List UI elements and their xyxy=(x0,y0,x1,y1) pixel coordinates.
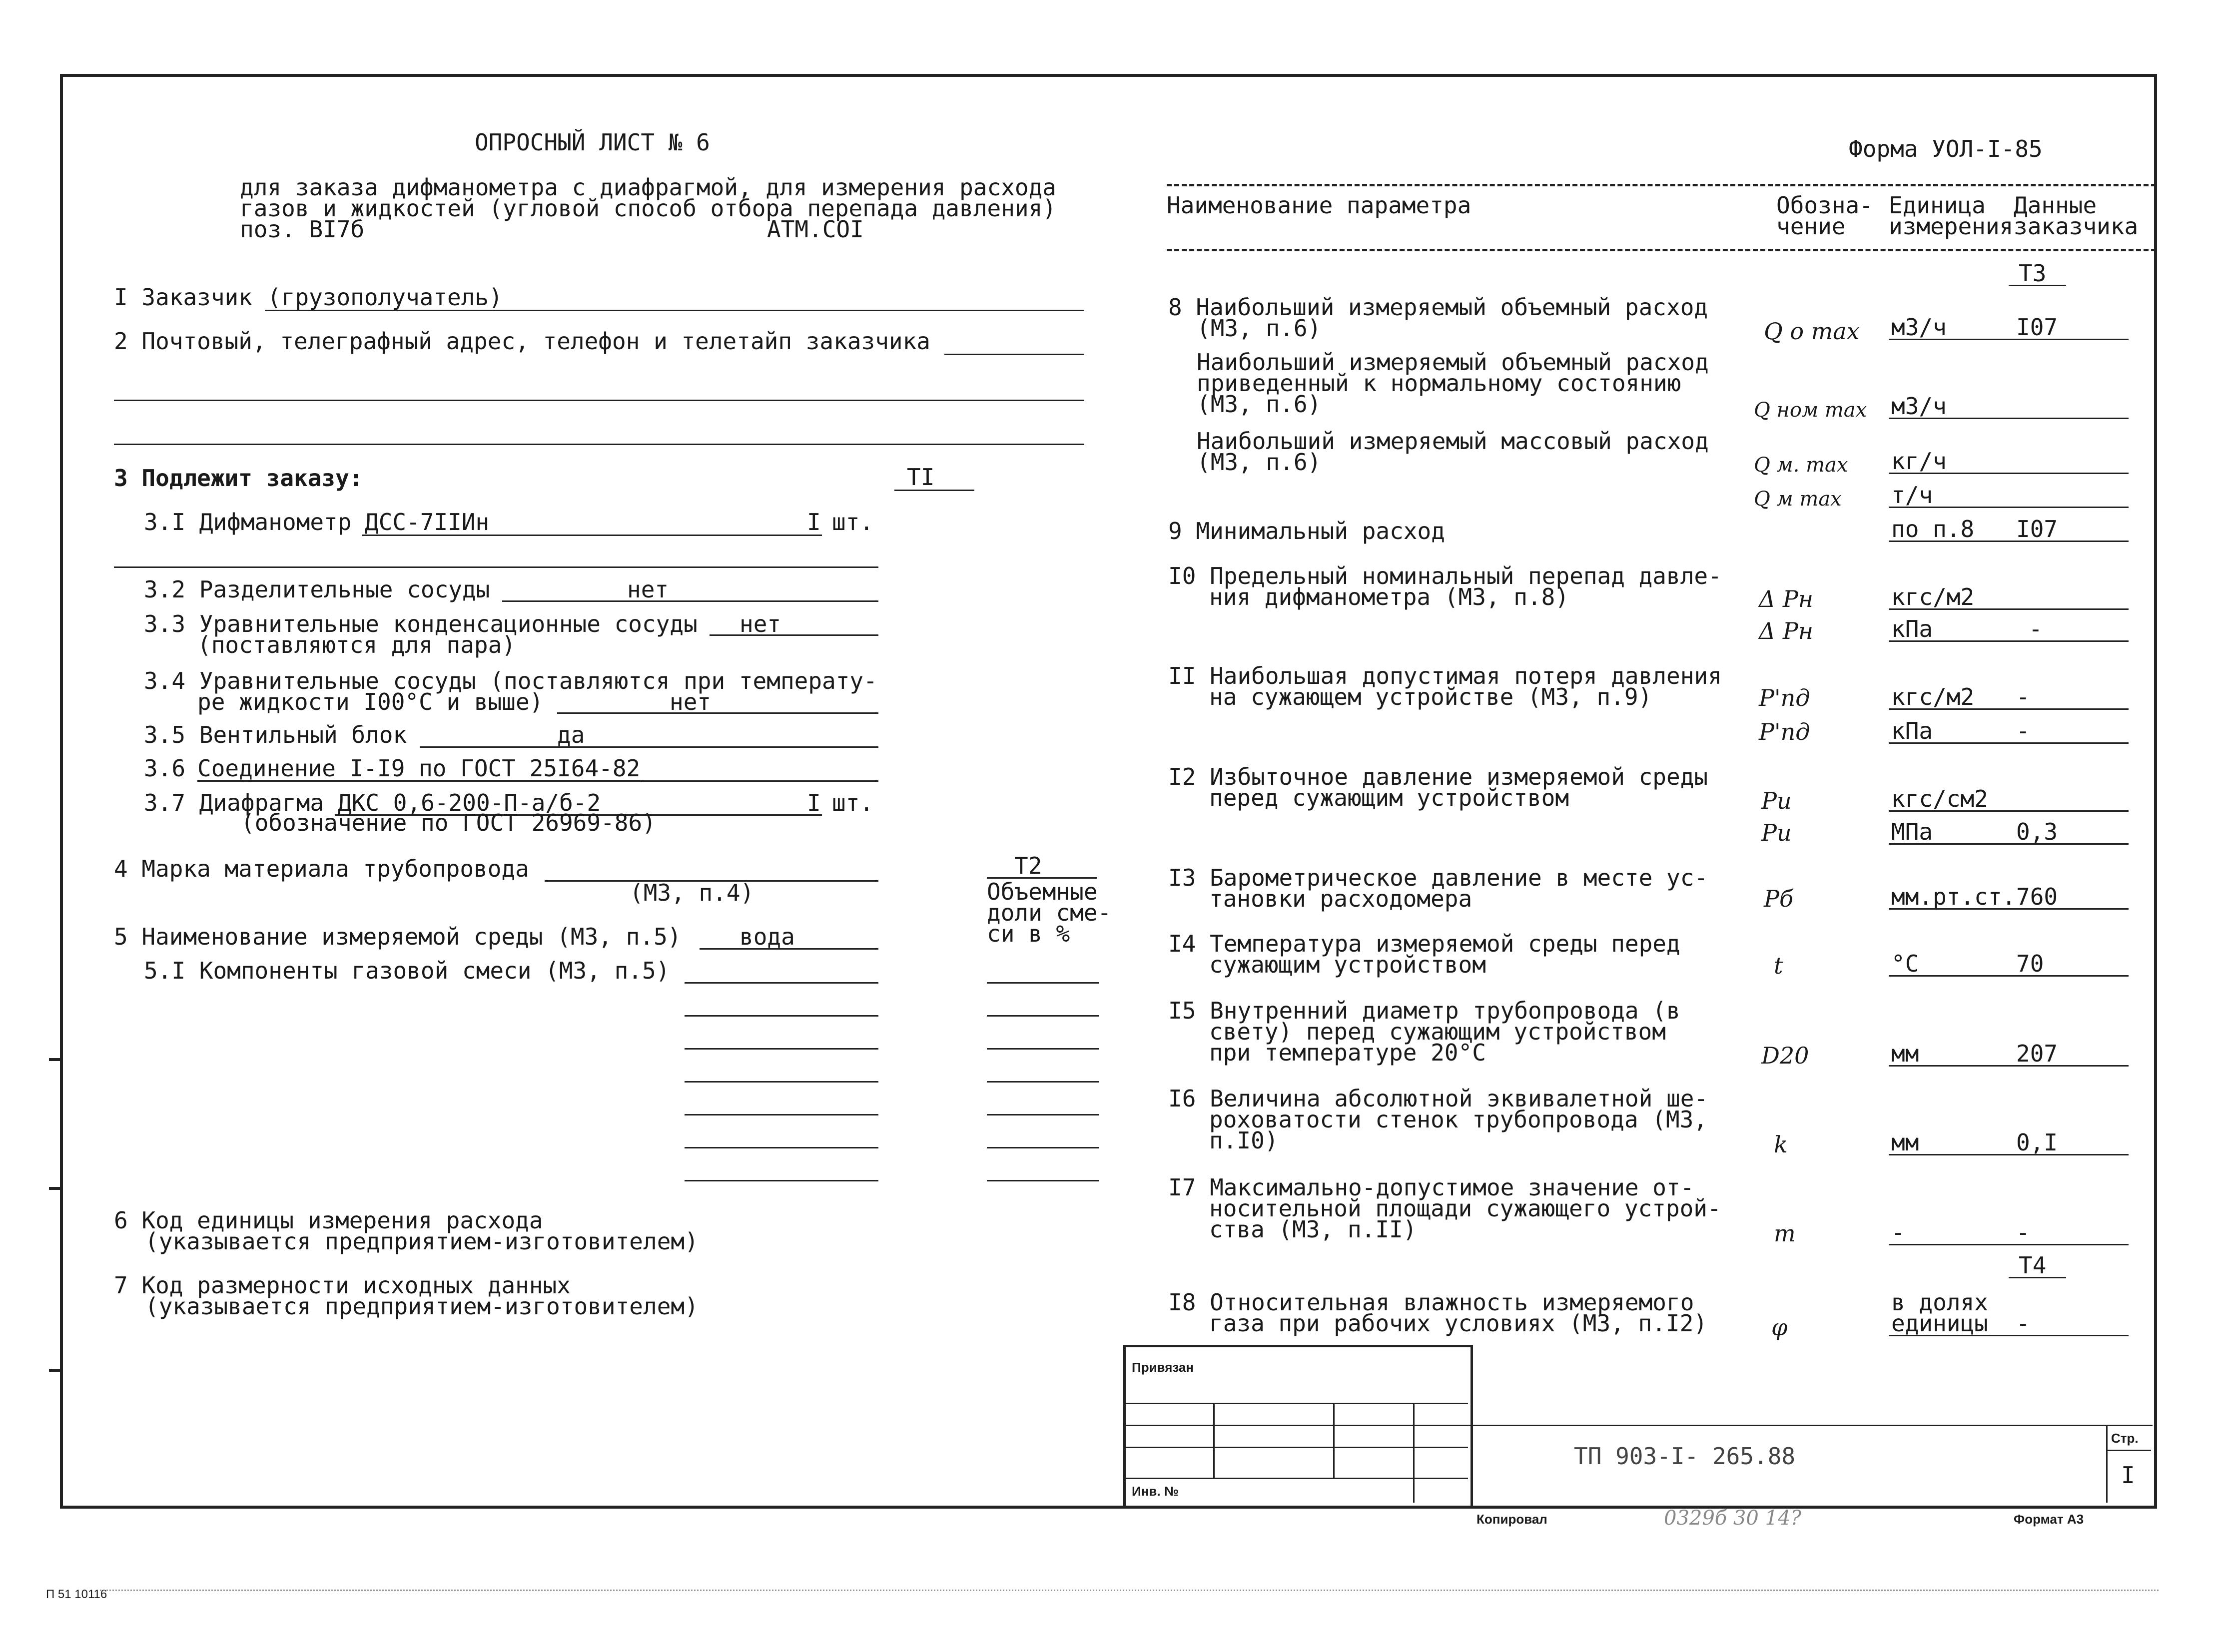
param-12-label-2: перед сужающим устройством xyxy=(1209,784,1569,811)
item-7-label: 7 Код размерности исходных данных xyxy=(114,1272,571,1299)
item-3-5-label: 3.5 Вентильный блок xyxy=(144,721,407,748)
param-8d-symbol-2: Q м max xyxy=(1754,488,1842,511)
param-8c-label-3: (МЗ, п.6) xyxy=(1197,391,1322,418)
param-11-unit-1: кгс/м2 xyxy=(1891,683,1975,710)
param-11-line-1 xyxy=(1889,708,2129,710)
param-15-symbol: D20 xyxy=(1761,1042,1809,1069)
param-9-unit: по п.8 xyxy=(1891,516,1975,543)
copied-label: Копировал xyxy=(1476,1512,1547,1527)
param-8d-line-1 xyxy=(1889,473,2129,474)
item-3-6-label: 3.6 xyxy=(144,755,186,782)
item-1-value: (грузополучатель) xyxy=(267,284,503,311)
param-15-label-3: при температуре 20°С xyxy=(1209,1039,1486,1066)
param-16-label-2: роховатости стенок трубопровода (МЗ, xyxy=(1209,1106,1707,1133)
col-unit-header-2: измерения xyxy=(1889,213,2014,240)
param-18-line xyxy=(1889,1335,2129,1336)
param-18-value: - xyxy=(2016,1310,2030,1337)
param-18-symbol: φ xyxy=(1771,1314,1788,1341)
table-marker-t2: T2 xyxy=(1014,852,1042,879)
t3-line xyxy=(2009,285,2066,286)
stamp-col-1 xyxy=(1213,1403,1215,1478)
stamp-attached-label: Привязан xyxy=(1132,1360,1194,1375)
item-2-label: 2 Почтовый, телеграфный адрес, телефон и телетайп заказчика xyxy=(114,328,930,355)
stamp-col-3 xyxy=(1413,1403,1415,1503)
param-8-unit: м3/ч xyxy=(1891,314,1947,341)
subtitle-line-1: для заказа дифманометра с диафрагмой, для измерения расхода xyxy=(240,174,1056,201)
param-8d-label-2: (МЗ, п.6) xyxy=(1197,449,1322,476)
param-10-line-2 xyxy=(1889,640,2129,642)
stamp-col-2 xyxy=(1333,1403,1335,1478)
subtitle-line-2: газов и жидкостей (угловой способ отбора перепада давления) xyxy=(240,195,1056,222)
vol-fraction-3: си в % xyxy=(987,920,1070,947)
item-3-4-label-2: ре жидкости I00°С и выше) xyxy=(197,688,544,715)
gas-line-7 xyxy=(685,1180,878,1181)
gas-line-1 xyxy=(685,982,878,984)
doc-box-top xyxy=(1468,1425,2153,1426)
param-16-label-1: I6 Величина абсолютной эквивалетной ше- xyxy=(1168,1085,1708,1112)
item-3-2-value: нет xyxy=(627,576,669,603)
param-8-line xyxy=(1889,339,2129,340)
document-code: ТП 903-I- 265.88 xyxy=(1574,1443,1796,1470)
gas-line-2 xyxy=(685,1015,878,1017)
item-5-label: 5 Наименование измеряемой среды (МЗ, п.5) xyxy=(114,923,682,950)
page-box-left xyxy=(2106,1425,2108,1503)
param-12-unit-1: кгс/см2 xyxy=(1891,785,1988,812)
position-code: поз. BI7б xyxy=(240,216,365,243)
frac-line-7 xyxy=(987,1180,1099,1181)
t1-line xyxy=(894,490,974,491)
param-18-unit-1: в долях xyxy=(1891,1289,1988,1316)
param-14-line xyxy=(1889,975,2129,977)
margin-tick xyxy=(49,1369,60,1372)
param-18-label-2: газа при рабочих условиях (МЗ, п.I2) xyxy=(1209,1310,1707,1337)
param-13-line xyxy=(1889,908,2129,910)
item-3-4-line xyxy=(557,712,878,714)
gas-line-6 xyxy=(685,1147,878,1148)
gas-line-4 xyxy=(685,1081,878,1083)
item-6-label: 6 Код единицы измерения расхода xyxy=(114,1207,543,1234)
param-8-label: 8 Наибольший измеряемый объемный расход xyxy=(1168,294,1708,321)
param-12-symbol-1: Pи xyxy=(1761,787,1792,814)
param-12-symbol-2: Pи xyxy=(1761,819,1792,846)
item-4-note: (МЗ, п.4) xyxy=(630,879,754,906)
param-17-label-1: I7 Максимально-допустимое значение от- xyxy=(1168,1174,1694,1201)
t4-line xyxy=(2009,1277,2066,1278)
param-12-unit-2: МПа xyxy=(1891,818,1933,845)
item-3-7-qty: I xyxy=(807,789,821,816)
param-11-value-1: - xyxy=(2016,683,2030,710)
item-4-label: 4 Марка материала трубопровода xyxy=(114,855,529,882)
table-marker-t4: T4 xyxy=(2019,1252,2047,1279)
param-14-value: 70 xyxy=(2016,950,2044,977)
param-17-line xyxy=(1889,1244,2129,1245)
param-11-symbol-2: P'пд xyxy=(1759,718,1810,745)
param-11-line-2 xyxy=(1889,742,2129,744)
stamp-row-1 xyxy=(1123,1403,1468,1404)
param-11-label-2: на сужающем устройстве (МЗ, п.9) xyxy=(1209,683,1652,710)
col-sym-header-2: чение xyxy=(1776,213,1846,240)
item-3-4-value: нет xyxy=(670,688,712,715)
param-15-unit: мм xyxy=(1891,1040,1919,1067)
item-2-line-3 xyxy=(114,444,1084,445)
atm-code: АТМ.COI xyxy=(767,216,864,243)
item-3-1-line-2 xyxy=(114,566,878,568)
param-15-label-1: I5 Внутренний диаметр трубопровода (в xyxy=(1168,997,1680,1024)
param-16-label-3: п.I0) xyxy=(1209,1127,1279,1154)
item-3-7-note: (обозначение по ГОСТ 26969-86) xyxy=(241,809,656,836)
param-8c-label-2: приведенный к нормальному состоянию xyxy=(1197,370,1681,397)
page-box-mid xyxy=(2106,1450,2151,1451)
item-6-note: (указывается предприятием-изготовителем) xyxy=(145,1228,699,1255)
param-14-unit: °С xyxy=(1891,950,1919,977)
copy-number: 0329б 30 14? xyxy=(1664,1507,1801,1530)
item-7-note: (указывается предприятием-изготовителем) xyxy=(145,1293,699,1320)
param-16-line xyxy=(1889,1154,2129,1155)
stamp-inv-label: Инв. № xyxy=(1132,1484,1179,1499)
param-16-symbol: k xyxy=(1774,1131,1788,1158)
col-name-header: Наименование параметра xyxy=(1167,192,1472,219)
frac-line-2 xyxy=(987,1015,1099,1017)
param-13-label-2: тановки расходомера xyxy=(1209,885,1473,912)
param-8c-label-1: Наибольший измеряемый объемный расход xyxy=(1197,349,1709,376)
item-3-2-label: 3.2 Разделительные сосуды xyxy=(144,576,490,603)
item-3-5-value: да xyxy=(557,721,585,748)
param-8-value: I07 xyxy=(2016,314,2058,341)
param-11-value-2: - xyxy=(2016,717,2030,744)
item-3-1-line xyxy=(362,535,822,536)
param-10-value-2: - xyxy=(2029,615,2043,642)
header-dash-top xyxy=(1167,184,2156,186)
param-17-symbol: m xyxy=(1774,1220,1796,1247)
param-8c-line xyxy=(1889,418,2129,419)
page-label: Стр. xyxy=(2111,1431,2139,1446)
item-3-5-line xyxy=(420,746,878,748)
param-8d-line-2 xyxy=(1889,507,2129,508)
vol-fraction-2: доли сме- xyxy=(987,899,1112,926)
form-code: Форма УОЛ-I-85 xyxy=(1849,135,2043,162)
stamp-row-4 xyxy=(1123,1478,1468,1479)
item-3-7-label: 3.7 Диафрагма xyxy=(144,789,324,816)
item-3-6-value: Соединение I-I9 по ГОСТ 25I64-82 xyxy=(197,755,641,782)
frac-line-6 xyxy=(987,1147,1099,1148)
col-data-header-2: заказчика xyxy=(2014,213,2139,240)
param-17-label-3: ства (МЗ, п.II) xyxy=(1209,1216,1417,1243)
param-11-label-1: II Наибольшая допустимая потеря давления xyxy=(1168,662,1722,689)
param-18-unit-2: единицы xyxy=(1891,1310,1988,1337)
param-8d-unit-2: т/ч xyxy=(1891,482,1933,509)
header-dash-bottom xyxy=(1167,249,2156,251)
margin-tick xyxy=(49,1058,60,1061)
param-13-symbol: Pб xyxy=(1764,885,1794,912)
param-8-symbol: Q о max xyxy=(1764,318,1860,345)
param-8c-unit: м3/ч xyxy=(1891,393,1947,420)
sheet-title: ОПРОСНЫЙ ЛИСТ № 6 xyxy=(475,129,710,156)
item-3-1-unit: шт. xyxy=(832,509,874,536)
bottom-code: П 51 10116 xyxy=(46,1588,107,1601)
param-9-value: I07 xyxy=(2016,516,2058,543)
param-10-symbol-2: Δ Pн xyxy=(1759,617,1814,644)
page-number: I xyxy=(2121,1462,2135,1489)
param-16-unit: мм xyxy=(1891,1129,1919,1156)
bottom-edge-line xyxy=(100,1590,2159,1591)
param-10-symbol-1: Δ Pн xyxy=(1759,585,1814,612)
param-16-value: 0,I xyxy=(2016,1129,2058,1156)
gas-line-5 xyxy=(685,1114,878,1115)
param-12-line-2 xyxy=(1889,843,2129,845)
param-15-value: 207 xyxy=(2016,1040,2058,1067)
stamp-row-2 xyxy=(1123,1425,1468,1426)
item-3-1-label: 3.I Дифманометр xyxy=(144,509,352,536)
item-5-line xyxy=(700,948,878,950)
item-3-4-label-1: 3.4 Уравнительные сосуды (поставляются при температу- xyxy=(144,667,877,694)
param-9-line xyxy=(1889,541,2129,542)
param-10-unit-2: кПа xyxy=(1891,615,1933,642)
param-8c-symbol: Q ном max xyxy=(1754,399,1867,422)
item-5-value: вода xyxy=(739,923,795,950)
param-8d-label-1: Наибольший измеряемый массовый расход xyxy=(1197,428,1709,455)
param-11-symbol-1: P'пд xyxy=(1759,684,1810,711)
item-3-1-qty: I xyxy=(807,509,821,536)
item-3-6-line xyxy=(197,780,878,782)
param-14-label-1: I4 Температура измеряемой среды перед xyxy=(1168,930,1680,957)
col-data-header-1: Данные xyxy=(2014,192,2097,219)
item-1-label: I Заказчик xyxy=(114,284,252,311)
item-5-1-label: 5.I Компоненты газовой смеси (МЗ, п.5) xyxy=(144,957,670,984)
table-marker-t3: T3 xyxy=(2019,260,2047,287)
frac-line-5 xyxy=(987,1114,1099,1115)
param-10-line-1 xyxy=(1889,608,2129,610)
param-12-label-1: I2 Избыточное давление измеряемой среды xyxy=(1168,763,1708,790)
item-3-3-line xyxy=(710,634,878,636)
param-15-label-2: свету) перед сужающим устройством xyxy=(1209,1018,1666,1045)
vol-fraction-1: Объемные xyxy=(987,878,1098,905)
param-12-value-2: 0,3 xyxy=(2016,818,2058,845)
item-3-label: 3 Подлежит заказу: xyxy=(114,465,363,492)
col-unit-header-1: Единица xyxy=(1889,192,1986,219)
param-11-unit-2: кПа xyxy=(1891,717,1933,744)
item-1-line xyxy=(265,310,1084,311)
item-2-line xyxy=(944,354,1084,355)
param-8d-unit-1: кг/ч xyxy=(1891,448,1947,475)
param-14-symbol: t xyxy=(1774,952,1783,979)
param-12-line-1 xyxy=(1889,810,2129,812)
stamp-row-3 xyxy=(1123,1447,1468,1448)
param-10-label-2: ния дифманометра (МЗ, п.8) xyxy=(1209,583,1569,610)
item-2-line-2 xyxy=(114,400,1084,401)
param-17-unit: - xyxy=(1891,1219,1905,1246)
item-3-7-value: ДКС 0,6-200-П-а/б-2 xyxy=(338,789,601,816)
param-13-label-1: I3 Барометрическое давление в месте ус- xyxy=(1168,864,1708,891)
format-label: Формат А3 xyxy=(2014,1512,2084,1527)
item-3-3-value: нет xyxy=(739,610,781,637)
margin-tick xyxy=(49,1187,60,1190)
param-14-label-2: сужающим устройством xyxy=(1209,951,1486,978)
param-9-label: 9 Минимальный расход xyxy=(1168,518,1445,545)
param-10-label-1: I0 Предельный номинальный перепад давле- xyxy=(1168,562,1722,589)
item-3-3-label: 3.3 Уравнительные конденсационные сосуды xyxy=(144,610,698,637)
param-13-unit: мм.рт.ст. xyxy=(1891,883,2016,910)
gas-line-3 xyxy=(685,1048,878,1050)
param-17-label-2: носительной площади сужающего устрой- xyxy=(1209,1195,1721,1222)
frac-line-1 xyxy=(987,982,1099,984)
param-17-value: - xyxy=(2016,1219,2030,1246)
col-sym-header-1: Обозна- xyxy=(1776,192,1873,219)
item-3-7-unit: шт. xyxy=(832,789,874,816)
param-8-note: (МЗ, п.6) xyxy=(1197,315,1322,342)
item-3-3-note: (поставляются для пара) xyxy=(197,631,516,658)
item-3-2-line xyxy=(502,600,878,602)
table-marker-t1: TI xyxy=(907,464,935,491)
param-8d-symbol-1: Q м. max xyxy=(1754,454,1848,477)
frac-line-3 xyxy=(987,1048,1099,1050)
frac-line-4 xyxy=(987,1081,1099,1083)
param-10-unit-1: кгс/м2 xyxy=(1891,583,1975,610)
item-3-1-value: ДСС-7IIИн xyxy=(365,509,490,536)
param-15-line xyxy=(1889,1065,2129,1067)
param-18-label-1: I8 Относительная влажность измеряемого xyxy=(1168,1289,1694,1316)
param-13-value: 760 xyxy=(2016,883,2058,910)
